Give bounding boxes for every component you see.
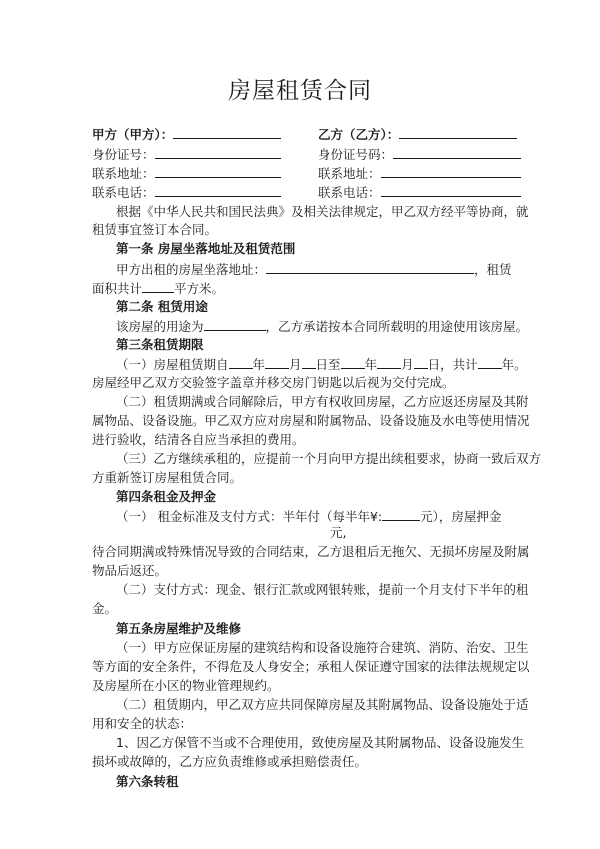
article-5-line-3: 及房屋所在小区的物业管理规约。 <box>92 678 280 693</box>
article-3-title: 第三条租赁期限 <box>116 337 204 352</box>
article-5-line-7: 损坏或故障的，乙方应负责维修或承担赔偿责任。 <box>92 754 368 769</box>
article-4-line-1: （一） 租金标准及支付方式：半年付（每半年¥: 元），房屋押金 <box>116 509 502 524</box>
article-3-line-7: 方重新签订房屋租赁合同。 <box>92 470 243 485</box>
article-5-line-2: 等方面的安全条件，不得危及人身安全；承租人保证遵守国家的法律法规规定以 <box>92 659 530 674</box>
article-5-line-4: （二）租赁期内，甲乙双方应共同保障房屋及其附属物品、设备设施处于适 <box>116 697 529 712</box>
end-day-blank[interactable] <box>414 356 428 369</box>
article-2-line-1: 该房屋的用途为 ，乙方承诺按本合同所载明的用途使用该房屋。 <box>116 319 529 334</box>
article-3-line-3: （二）租赁期满或合同解除后，甲方有权收回房屋，乙方应返还房屋及其附 <box>116 394 529 409</box>
id-b-label: 身份证号码： <box>318 146 521 163</box>
article-4-line-4: （二）支付方式：现金、银行汇款或网银转账，提前一个月支付下半年的租 <box>116 582 529 597</box>
article-3-line-6: （三）乙方继续承租的，应提前一个月向甲方提出续租要求，协商一致后双方 <box>116 451 542 466</box>
end-year-blank[interactable] <box>341 356 365 369</box>
addr-b-label: 联系地址： <box>318 165 521 182</box>
tel-b-blank[interactable] <box>381 184 521 197</box>
article-3-line-2: 房屋经甲乙双方交验签字盖章并移交房门钥匙以后视为交付完成。 <box>92 375 455 390</box>
article-3-line-1: （一）房屋租赁期自 年 月 日至 年 月 日，共计 年。 <box>116 357 527 372</box>
party-b-blank[interactable] <box>399 126 517 139</box>
article-4-title: 第四条租金及押金 <box>116 489 217 504</box>
addr-a-label: 联系地址： <box>92 165 281 182</box>
id-b-blank[interactable] <box>393 146 521 159</box>
intro-line-2: 租赁事宜签订本合同。 <box>92 222 218 237</box>
usage-blank[interactable] <box>204 318 266 331</box>
article-5-line-5: 用和安全的状态： <box>92 716 193 731</box>
tel-a-label: 联系电话： <box>92 184 281 201</box>
intro-line-1: 根据《中华人民共和国民法典》及相关法律规定，甲乙双方经平等协商，就 <box>116 204 529 219</box>
article-1-line-1: 甲方出租的房屋坐落地址： ，租赁 <box>116 262 512 277</box>
article-3-line-5: 进行验收，结清各自应当承担的费用。 <box>92 432 305 447</box>
article-4-line-3: 物品后返还。 <box>92 563 168 578</box>
article-1-title: 第一条 房屋坐落地址及租赁范围 <box>116 241 296 256</box>
page-title: 房屋租赁合同 <box>228 78 372 104</box>
id-a-label: 身份证号： <box>92 146 281 163</box>
article-4-line-5: 金。 <box>92 601 118 616</box>
article-4-deposit-unit: 元, <box>330 525 347 540</box>
start-year-blank[interactable] <box>229 356 253 369</box>
party-b-label: 乙方（乙方）： <box>318 126 517 143</box>
party-a-label: 甲方（甲方）： <box>92 126 281 143</box>
article-3-line-4: 属物品、设备设施。甲乙双方应对房屋和附属物品、设备设施及水电等使用情况 <box>92 413 530 428</box>
article-1-line-2: 面积共计 平方米。 <box>92 281 225 296</box>
article-5-title: 第五条房屋维护及维修 <box>116 621 242 636</box>
party-a-blank[interactable] <box>173 126 281 139</box>
area-blank[interactable] <box>142 280 174 293</box>
address-blank[interactable] <box>266 261 474 274</box>
id-a-blank[interactable] <box>155 146 281 159</box>
addr-a-blank[interactable] <box>155 165 281 178</box>
article-4-line-2: 待合同期满或特殊情况导致的合同结束，乙方退租后无拖欠、无损坏房屋及附属 <box>92 544 530 559</box>
rent-amount-blank[interactable] <box>382 508 420 521</box>
total-years-blank[interactable] <box>478 356 502 369</box>
tel-b-label: 联系电话： <box>318 184 521 201</box>
start-month-blank[interactable] <box>265 356 289 369</box>
tel-a-blank[interactable] <box>155 184 281 197</box>
start-day-blank[interactable] <box>302 356 316 369</box>
article-6-title: 第六条转租 <box>116 774 179 789</box>
article-5-line-6: 1、因乙方保管不当或不合理使用，致使房屋及其附属物品、设备设施发生 <box>116 735 524 750</box>
article-2-title: 第二条 租赁用途 <box>116 299 208 314</box>
article-5-line-1: （一）甲方应保证房屋的建筑结构和设备设施符合建筑、消防、治安、卫生 <box>116 640 529 655</box>
end-month-blank[interactable] <box>377 356 401 369</box>
addr-b-blank[interactable] <box>381 165 521 178</box>
